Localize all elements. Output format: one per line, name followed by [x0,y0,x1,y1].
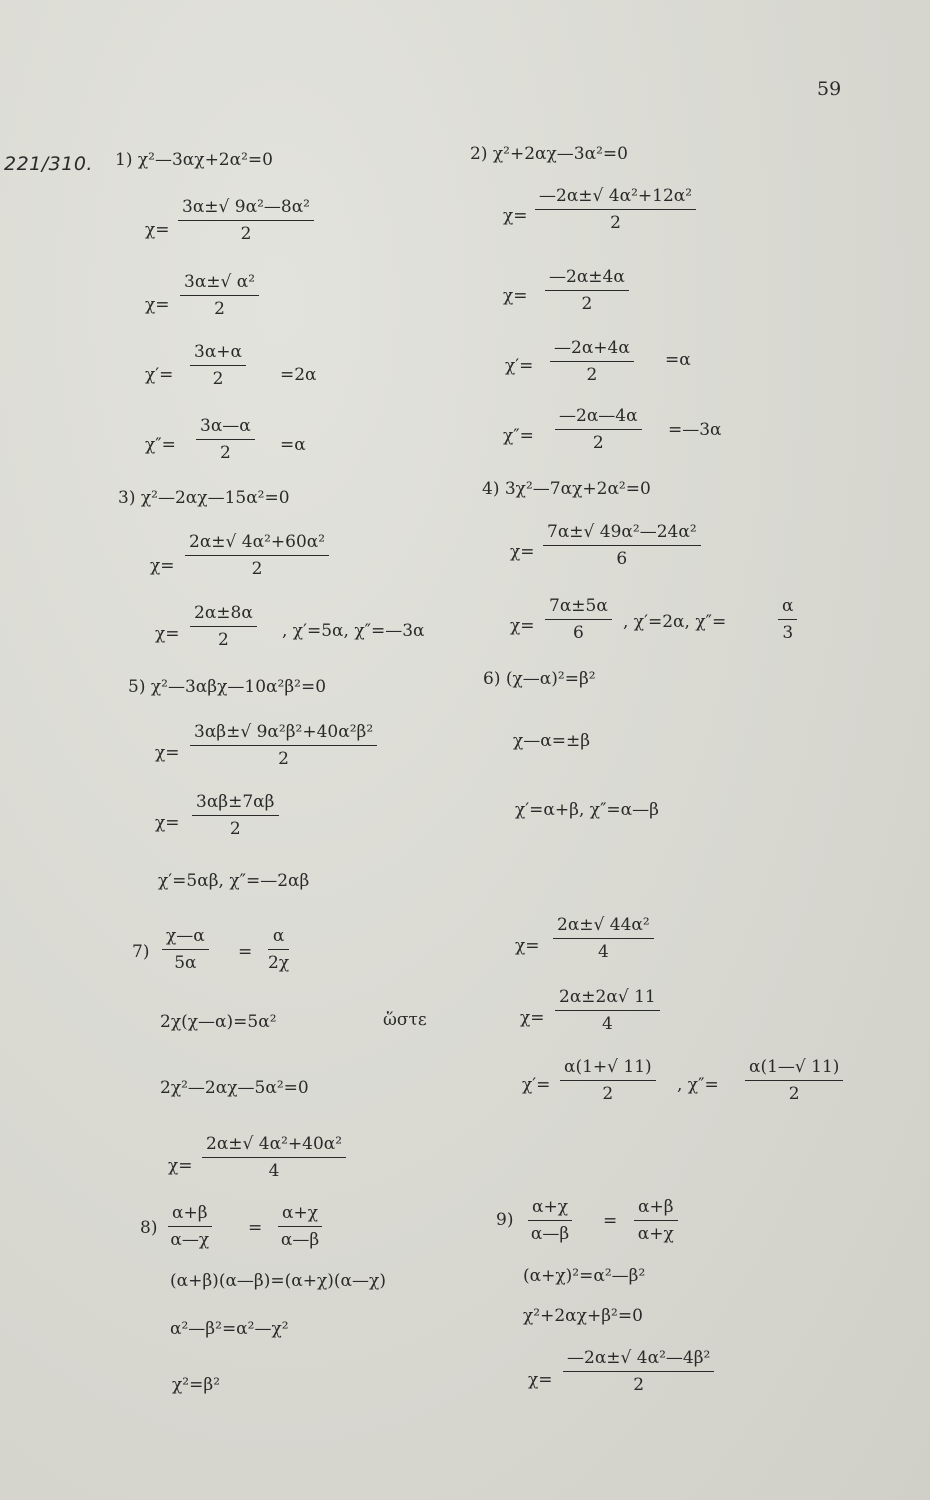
p2-fraction-2 [545,267,629,314]
p7-line-3: 2χ²—2αχ—5α²=0 [160,1078,309,1098]
p2-equation: 2) χ²+2αχ—3α²=0 [470,144,628,164]
denominator: 2 [212,369,224,389]
p4-fraction-3 [778,596,797,643]
p7-fraction-2 [268,926,289,973]
numerator: α+χ [528,1197,572,1221]
numerator: α+β [634,1197,678,1221]
p2-fraction-4 [555,406,642,453]
denominator: 2 [229,819,241,839]
p7-f3-lhs: χ= [168,1156,193,1176]
p7r-roots-sep: , χ″= [677,1075,719,1095]
p4-fraction-2 [545,596,612,643]
p9-line-3: χ²+2αχ+β²=0 [523,1306,643,1326]
denominator: 6 [616,549,628,569]
numerator: 3α+α [190,342,246,366]
denominator: 4 [597,942,609,962]
numerator: 7α±√ 49α²—24α² [543,522,701,546]
p2-f3-lhs: χ′= [505,356,534,376]
denominator: 2 [602,1084,614,1104]
p2-fraction-3 [550,338,634,385]
denominator: α—χ [170,1230,210,1250]
numerator: 2α±√ 4α²+40α² [202,1134,346,1158]
p8-line-2: (α+β)(α—β)=(α+χ)(α—χ) [170,1271,386,1291]
denominator: 2 [219,443,231,463]
p9-line-2: (α+χ)²=α²—β² [523,1266,646,1286]
p8-fraction-1 [168,1203,212,1250]
p4-f1-lhs: χ= [510,542,535,562]
p3-equation: 3) χ²—2αχ—15α²=0 [118,488,290,508]
p7-fraction-3 [202,1134,346,1181]
p1-f4-lhs: χ″= [145,435,176,455]
numerator: 3α—α [196,416,255,440]
p2-f3-result: =α [665,350,691,370]
numerator: 2α±√ 4α²+60α² [185,532,329,556]
numerator: —2α±√ 4α²—4β² [563,1348,714,1372]
denominator: 2 [251,559,263,579]
numerator: χ—α [162,926,209,950]
p1-f3-lhs: χ′= [145,365,174,385]
p1-fraction-1 [178,197,314,244]
denominator: 2 [218,630,229,650]
numerator: 3αβ±√ 9α²β²+40α²β² [190,722,377,746]
p8-line-3: α²—β²=α²—χ² [170,1319,289,1339]
p1-fraction-4 [196,416,255,463]
p1-fraction-2 [180,272,259,319]
p7-equals: = [238,942,253,962]
denominator: 2 [633,1375,645,1395]
p5-roots: χ′=5αβ, χ″=—2αβ [158,871,310,891]
p9-fraction-2 [634,1197,678,1244]
p9-fraction-1 [528,1197,572,1244]
problem-reference: 221/310. [4,153,93,175]
p8-fraction-2 [278,1203,322,1250]
p1-fraction-3 [190,342,246,389]
p9-equals: = [603,1211,618,1231]
p6-roots: χ′=α+β, χ″=α—β [515,800,659,820]
p7-line-2: 2χ(χ—α)=5α² [160,1012,277,1032]
p7r-fraction-3 [560,1057,656,1104]
p8-equals: = [248,1218,263,1238]
page-number: 59 [817,78,842,100]
denominator: 2 [610,213,621,233]
numerator: 3α±√ α² [180,272,259,296]
p7r-fraction-1 [553,915,654,962]
p3-fraction-2 [190,603,257,650]
p4-fraction-1 [543,522,701,569]
p2-f4-lhs: χ″= [503,426,534,446]
p5-equation: 5) χ²—3αβχ—10α²β²=0 [128,677,327,697]
denominator: 4 [268,1161,280,1181]
p7r-f1-lhs: χ= [515,936,540,956]
numerator: α(1+√ 11) [560,1057,656,1081]
p1-f3-result: =2α [280,365,317,385]
p4-f2-lhs: χ= [510,616,535,636]
p3-f2-lhs: χ= [155,624,180,644]
numerator: α [268,926,289,950]
p1-f4-result: =α [280,435,306,455]
p1-f2-lhs: χ= [145,295,170,315]
denominator: 5α [174,953,197,973]
p3-roots: , χ′=5α, χ″=—3α [282,621,425,641]
denominator: 2 [592,433,604,453]
p7r-f3-lhs: χ′= [522,1075,551,1095]
numerator: —2α±4α [545,267,629,291]
p8-label: 8) [140,1218,158,1238]
p7r-fraction-4 [745,1057,843,1104]
numerator: 3α±√ 9α²—8α² [178,197,314,221]
denominator: α—β [280,1230,320,1250]
numerator: 2α±√ 44α² [553,915,654,939]
numerator: α(1—√ 11) [745,1057,843,1081]
p2-fraction-1 [535,186,696,233]
p1-equation: 1) χ²—3αχ+2α²=0 [115,150,273,170]
p9-fraction-3 [563,1348,714,1395]
p7r-fraction-2 [555,987,660,1034]
p9-f3-lhs: χ= [528,1370,553,1390]
numerator: α+χ [278,1203,322,1227]
denominator: 2 [278,749,289,769]
p1-f1-lhs: χ= [145,220,170,240]
p2-f4-result: =—3α [668,420,722,440]
denominator: 3 [782,623,794,643]
p2-f2-lhs: χ= [503,286,528,306]
p5-fraction-1 [190,722,377,769]
p7r-f2-lhs: χ= [520,1008,545,1028]
numerator: 2α±2α√ 11 [555,987,660,1011]
numerator: α [778,596,797,620]
p9-label: 9) [496,1210,514,1230]
p6-equation: 6) (χ—α)²=β² [483,669,596,689]
p4-equation: 4) 3χ²—7αχ+2α²=0 [482,479,651,499]
numerator: 2α±8α [190,603,257,627]
p3-f1-lhs: χ= [150,556,175,576]
numerator: —2α±√ 4α²+12α² [535,186,696,210]
p4-roots: , χ′=2α, χ″= [623,612,727,632]
p6-line-2: χ—α=±β [513,731,591,751]
p7-hoste: ὥστε [383,1010,427,1030]
denominator: 2 [240,224,252,244]
denominator: α+χ [637,1224,674,1244]
p8-line-4: χ²=β² [172,1375,221,1395]
p5-f1-lhs: χ= [155,743,180,763]
p7-label: 7) [132,942,150,962]
p2-f1-lhs: χ= [503,206,528,226]
p5-f2-lhs: χ= [155,813,180,833]
denominator: 2 [586,365,598,385]
numerator: —2α—4α [555,406,642,430]
p7-fraction-1 [162,926,209,973]
denominator: 2 [214,299,225,319]
numerator: 7α±5α [545,596,612,620]
numerator: α+β [168,1203,212,1227]
denominator: 2χ [268,953,290,973]
denominator: 4 [601,1014,613,1034]
denominator: 6 [573,623,584,643]
p5-fraction-2 [192,792,279,839]
p3-fraction-1 [185,532,329,579]
denominator: 2 [581,294,593,314]
numerator: —2α+4α [550,338,634,362]
numerator: 3αβ±7αβ [192,792,279,816]
denominator: α—β [530,1224,570,1244]
denominator: 2 [788,1084,800,1104]
